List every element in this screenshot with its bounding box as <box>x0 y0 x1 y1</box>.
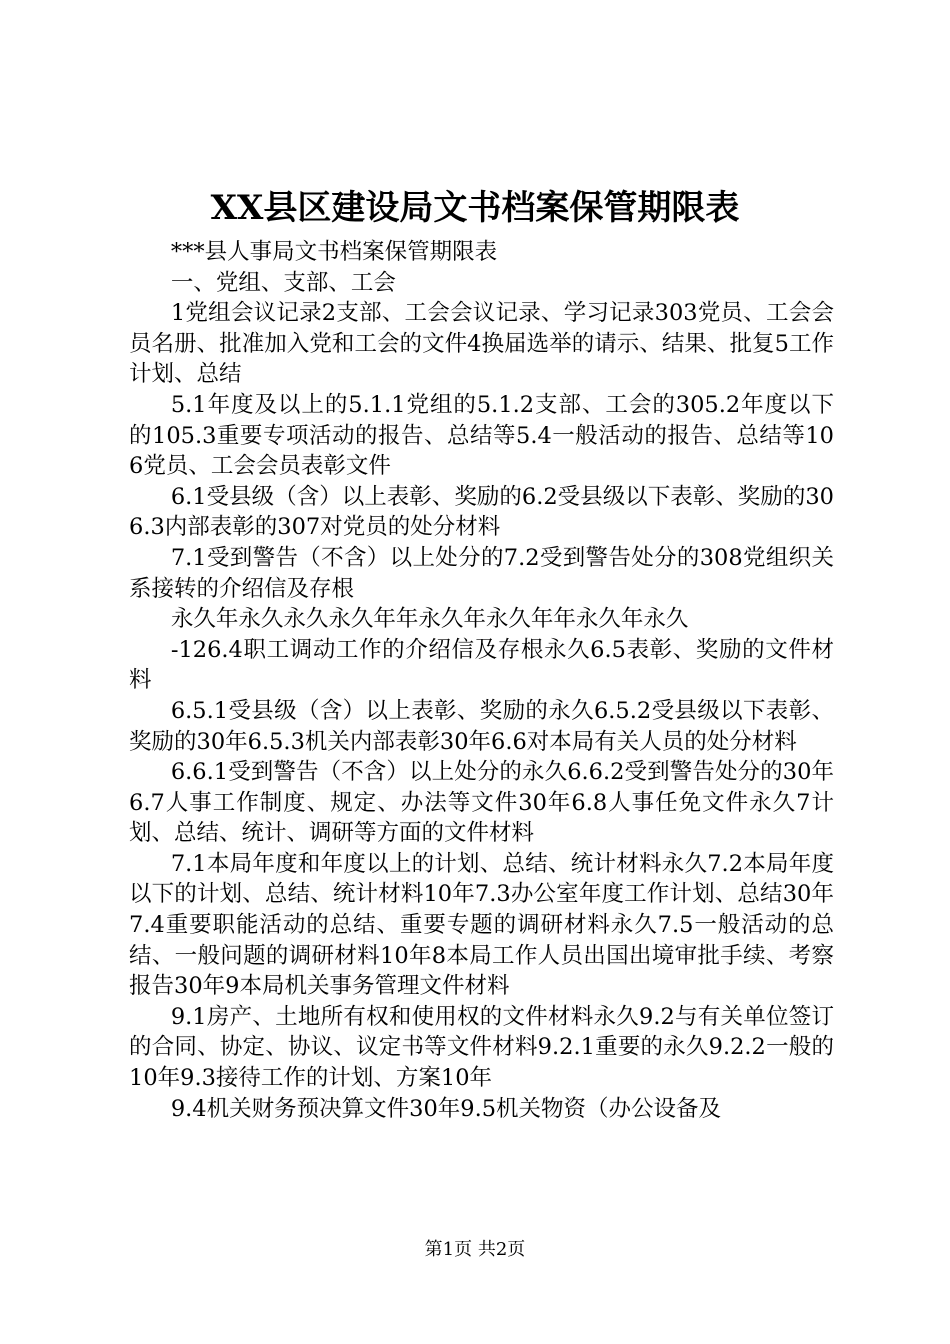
paragraph: 一、党组、支部、工会 <box>170 269 396 296</box>
paragraph: 6.5.1受县级（含）以上表彰、奖励的永久6.5.2受县级以下表彰、奖励的30年6.5.3机关内部表彰30年6.6对本局有关人员的处分材料 <box>129 697 834 755</box>
paragraph: 6.6.1受到警告（不含）以上处分的永久6.6.2受到警告处分的30年6.7人事工作制度、规定、办法等文件30年6.8人事任免文件永久7计划、总结、统计、调研等方面的文件材料 <box>129 759 834 847</box>
paragraph: -126.4职工调动工作的介绍信及存根永久6.5表彰、奖励的文件材料 <box>129 636 834 694</box>
paragraph: 7.1本局年度和年度以上的计划、总结、统计材料永久7.2本局年度以下的计划、总结、统计材料10年7.3办公室年度工作计划、总结30年7.4重要职能活动的总结、重要专题的调研材料永久7.5一般活动的总结、一般问题的调研材料10年8本局工作人员出国出境审批手续、考察报告30年9本局机关事务管理文件材料 <box>129 850 834 1000</box>
paragraph: 永久年永久永久永久年年永久年永久年年永久年永久 <box>170 606 689 633</box>
document-title: XX县区建设局文书档案保管期限表 <box>210 188 740 228</box>
paragraph: 5.1年度及以上的5.1.1党组的5.1.2支部、工会的305.2年度以下的105.3重要专项活动的报告、总结等5.4一般活动的报告、总结等106党员、工会会员表彰文件 <box>129 391 834 480</box>
paragraph: 9.1房产、土地所有权和使用权的文件材料永久9.2与有关单位签订的合同、协定、协议、议定书等文件材料9.2.1重要的永久9.2.2一般的10年9.3接待工作的计划、方案10年 <box>129 1003 834 1092</box>
paragraph: 9.4机关财务预决算文件30年9.5机关物资（办公设备及 <box>170 1095 722 1122</box>
paragraph: 7.1受到警告（不含）以上处分的7.2受到警告处分的308党组织关系接转的介绍信及存根 <box>129 544 834 602</box>
paragraph: ***县人事局文书档案保管期限表 <box>170 239 498 265</box>
page-number-footer: 第1页 共2页 <box>424 1239 526 1260</box>
paragraph: 1党组会议记录2支部、工会会议记录、学习记录303党员、工会会员名册、批准加入党和工会的文件4换届选举的请示、结果、批复5工作计划、总结 <box>129 300 834 388</box>
document-body <box>129 237 834 1124</box>
paragraph: 6.1受县级（含）以上表彰、奖励的6.2受县级以下表彰、奖励的306.3内部表彰的307对党员的处分材料 <box>129 483 834 541</box>
